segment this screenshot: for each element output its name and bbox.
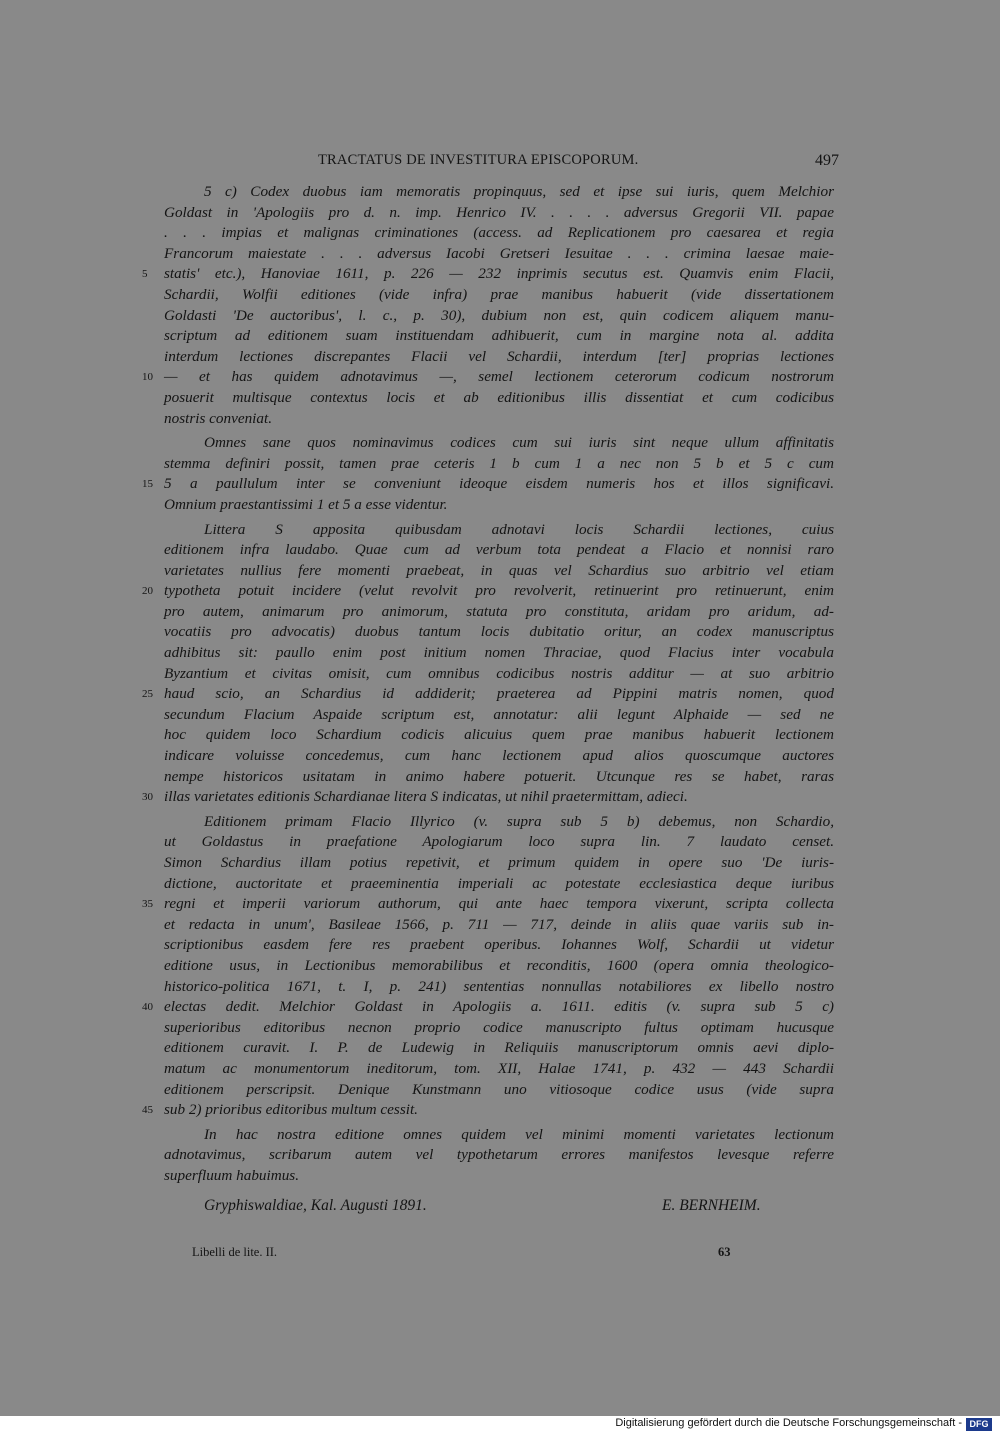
line-text: interdum lectiones discrepantes Flacii vel Schardii, interdum [ter] proprias lectiones — [164, 347, 834, 365]
line-text: Editionem primam Flacio Illyrico (v. supra sub 5 b) debemus, non Schardio, — [204, 812, 834, 830]
line-text: Goldast in 'Apologiis pro d. n. imp. Henrico IV. . . . . adversus Gregorii VII. papae — [164, 203, 834, 221]
text-line — [164, 306, 834, 327]
text-line — [164, 812, 834, 833]
line-text: 5 c) Codex duobus iam memoratis propinquus, sed et ipse sui iuris, quem Melchior — [204, 183, 834, 200]
text-line — [142, 1100, 834, 1121]
line-text: statis' etc.), Hanoviae 1611, p. 226 — 232 inprimis secutus est. Quamvis enim Flacii, — [164, 265, 834, 283]
text-line — [164, 874, 834, 895]
line-text: et redacta in unum', Basileae 1566, p. 711 — 717, deinde in aliis quae variis sub in- — [164, 915, 834, 933]
signature-place-date: Gryphiswaldiae, Kal. Augusti 1891. — [204, 1196, 427, 1214]
page-number: 497 — [815, 152, 839, 169]
line-text: regni et imperii variorum authorum, qui ante haec tempora vixerunt, scripta collecta — [164, 895, 834, 913]
line-text: pro autem, animarum pro animorum, statuta pro constituta, aridam pro aridum, ad- — [164, 602, 834, 620]
text-line — [164, 622, 834, 643]
text-line — [164, 433, 834, 454]
line-number: 15 — [142, 478, 153, 491]
text-line — [164, 388, 834, 409]
dfg-credit-bar — [0, 1416, 1000, 1434]
line-number: 45 — [142, 1104, 153, 1117]
text-line — [164, 643, 834, 664]
text-line — [164, 1080, 834, 1101]
line-text: secundum Flacium Aspaide scriptum est, annotatur: alii legunt Alphaide — sed ne — [164, 705, 834, 723]
line-text: Omnium praestantissimi 1 et 5 a esse videntur. — [164, 495, 448, 513]
line-text: superioribus editoribus necnon proprio codice manuscripto fultus optimam hucusque — [164, 1018, 834, 1036]
line-number: 10 — [142, 371, 153, 384]
line-text: . . . impias et malignas criminationes (access. ad Replicationem pro caesarea et regia — [164, 224, 834, 242]
text-line — [142, 684, 834, 705]
line-text: scriptum ad editionem suam instituendam adhibuerit, cum in margine nota al. addita — [164, 327, 834, 345]
line-text: stemma definiri possit, tamen prae ceteris 1 b cum 1 a nec non 5 b et 5 c cum — [164, 454, 834, 472]
text-line — [164, 1038, 834, 1059]
text-line — [164, 664, 834, 685]
text-line — [164, 454, 834, 475]
line-text: — et has quidem adnotavimus —, semel lectionem ceterorum codicum nostrorum — [164, 368, 834, 386]
dfg-credit-text: Digitalisierung gefördert durch die Deutsche Forschungsgemeinschaft - — [615, 1417, 962, 1429]
text-line — [164, 1166, 834, 1187]
line-text: vocatiis pro advocatis) duobus tantum locis dubitatio oritur, an codex manuscriptus — [164, 623, 834, 641]
line-text: illas varietates editionis Schardianae litera S indicatas, ut nihil praetermittam, adieci. — [164, 788, 688, 806]
text-line — [164, 832, 834, 853]
line-number: 35 — [142, 898, 153, 911]
text-line — [142, 997, 834, 1018]
text-line — [142, 367, 834, 388]
text-line — [164, 977, 834, 998]
line-text: electas dedit. Melchior Goldast in Apologiis a. 1611. editis (v. supra sub 5 c) — [164, 998, 834, 1016]
text-line — [164, 956, 834, 977]
line-text: adhibitus sit: paullo enim post initium nomen Thraciae, quod Flacius inter vocabula — [164, 644, 834, 662]
line-number: 40 — [142, 1001, 153, 1014]
line-text: In hac nostra editione omnes quidem vel minimi momenti varietates lectionum — [204, 1125, 834, 1143]
text-line — [164, 223, 834, 244]
line-text: matum ac monumentorum ineditorum, tom. XII, Halae 1741, p. 432 — 443 Schardii — [164, 1059, 834, 1077]
text-line — [164, 409, 834, 430]
line-text: Schardii, Wolfii editiones (vide infra) prae manibus habuerit (vide dissertationem — [164, 285, 834, 303]
line-text: Simon Schardius illam potius repetivit, et primum quidem in opere suo 'De iuris- — [164, 854, 834, 871]
line-text: scriptionibus easdem fere res praebent operibus. Iohannes Wolf, Schardii ut videtur — [164, 936, 834, 954]
line-text: typotheta potuit incidere (velut revolvit pro revolverit, retinuerint pro retinuerunt, enim — [164, 582, 834, 600]
text-line — [142, 787, 834, 808]
line-text: varietates nullius fere momenti praebeat, in quas vel Schardius suo arbitrio vel etiam — [164, 561, 834, 579]
line-text: haud scio, an Schardius id addiderit; praeterea ad Pippini matris nomen, quod — [164, 685, 834, 703]
running-header-title: TRACTATUS DE INVESTITURA EPISCOPORUM. — [318, 152, 639, 168]
text-line — [164, 244, 834, 265]
line-text: nostris conveniat. — [164, 409, 272, 427]
signature-line — [164, 1193, 834, 1219]
text-line — [164, 746, 834, 767]
text-line — [164, 767, 834, 788]
text-line — [164, 347, 834, 368]
line-text: nempe historicos usitatam in animo habere potuerit. Utcunque res se habet, raras — [164, 767, 834, 785]
line-number: 25 — [142, 688, 153, 701]
line-text: Byzantium et civitas omisit, cum omnibus codicibus nostris additur — at suo arbitrio — [164, 664, 834, 682]
text-line — [164, 540, 834, 561]
line-text: Goldasti 'De auctoribus', l. c., p. 30), dubium non est, quin codicem aliquem manu- — [164, 306, 834, 324]
line-text: editione usus, in Lectionibus memorabilibus et reconditis, 1600 (opera omnia theologico- — [164, 956, 834, 974]
text-line — [142, 474, 834, 495]
dfg-logo-icon: DFG — [966, 1418, 992, 1431]
text-line — [164, 561, 834, 582]
text-line — [164, 915, 834, 936]
text-line — [164, 182, 834, 203]
footer-signature: Libelli de lite. II. — [192, 1245, 278, 1259]
line-text: 5 a paullulum inter se conveniunt ideoque eisdem numeris hos et illos significavi. — [164, 475, 834, 493]
line-text: posuerit multisque contextus locis et ab editionibus illis dissentiat et cum codicibus — [164, 388, 834, 406]
text-line — [164, 1059, 834, 1080]
text-line — [164, 705, 834, 726]
body-text — [142, 182, 834, 1219]
text-line — [164, 1018, 834, 1039]
text-line — [164, 326, 834, 347]
line-text: hoc quidem loco Schardium codicis alicuius quem prae manibus habuerit lectionem — [164, 726, 834, 744]
line-text: indicare voluisse concedemus, cum hanc lectionem apud alios quoscumque auctores — [164, 747, 834, 765]
text-line — [164, 1145, 834, 1166]
text-line — [142, 264, 834, 285]
text-line — [164, 725, 834, 746]
text-line — [164, 520, 834, 541]
line-text: editionem curavit. I. P. de Ludewig in Reliquiis manuscriptorum omnis aevi diplo- — [164, 1039, 834, 1057]
text-line — [164, 495, 834, 516]
text-line — [164, 285, 834, 306]
line-text: Francorum maiestate . . . adversus Iacobi Gretseri Iesuitae . . . crimina laesae maie- — [164, 244, 834, 262]
footer-sheet-number: 63 — [718, 1245, 731, 1259]
line-text: Littera S apposita quibusdam adnotavi locis Schardii lectiones, cuius — [204, 520, 834, 538]
line-text: historico-politica 1671, t. I, p. 241) sententias nonnullas notabiliores ex libello nostro — [164, 977, 834, 995]
line-text: sub 2) prioribus editoribus multum cessit. — [164, 1101, 418, 1119]
line-number: 20 — [142, 585, 153, 598]
signature-author: E. BERNHEIM. — [662, 1196, 761, 1214]
line-text: superfluum habuimus. — [164, 1166, 300, 1184]
text-line — [142, 581, 834, 602]
text-line — [164, 1125, 834, 1146]
line-text: editionem infra laudabo. Quae cum ad verbum tota pendeat a Flacio et nonnisi raro — [164, 541, 834, 559]
line-number: 5 — [142, 268, 148, 281]
text-line — [164, 935, 834, 956]
line-number: 30 — [142, 791, 153, 804]
text-line — [142, 894, 834, 915]
line-text: Omnes sane quos nominavimus codices cum sui iuris sint neque ullum affinitatis — [204, 434, 834, 452]
text-line — [164, 203, 834, 224]
line-text: adnotavimus, scribarum autem vel typothetarum errores manifestos levesque referre — [164, 1146, 834, 1164]
line-text: dictione, auctoritate et praeeminentia imperiali ac potestate ecclesiastica deque iuribus — [164, 874, 834, 892]
text-line — [164, 602, 834, 623]
text-line — [164, 853, 834, 874]
line-text: ut Goldastus in praefatione Apologiarum loco supra lin. 7 laudato censet. — [164, 833, 834, 851]
line-text: editionem perscripsit. Denique Kunstmann uno vitiosoque codice usus (vide supra — [164, 1080, 834, 1098]
